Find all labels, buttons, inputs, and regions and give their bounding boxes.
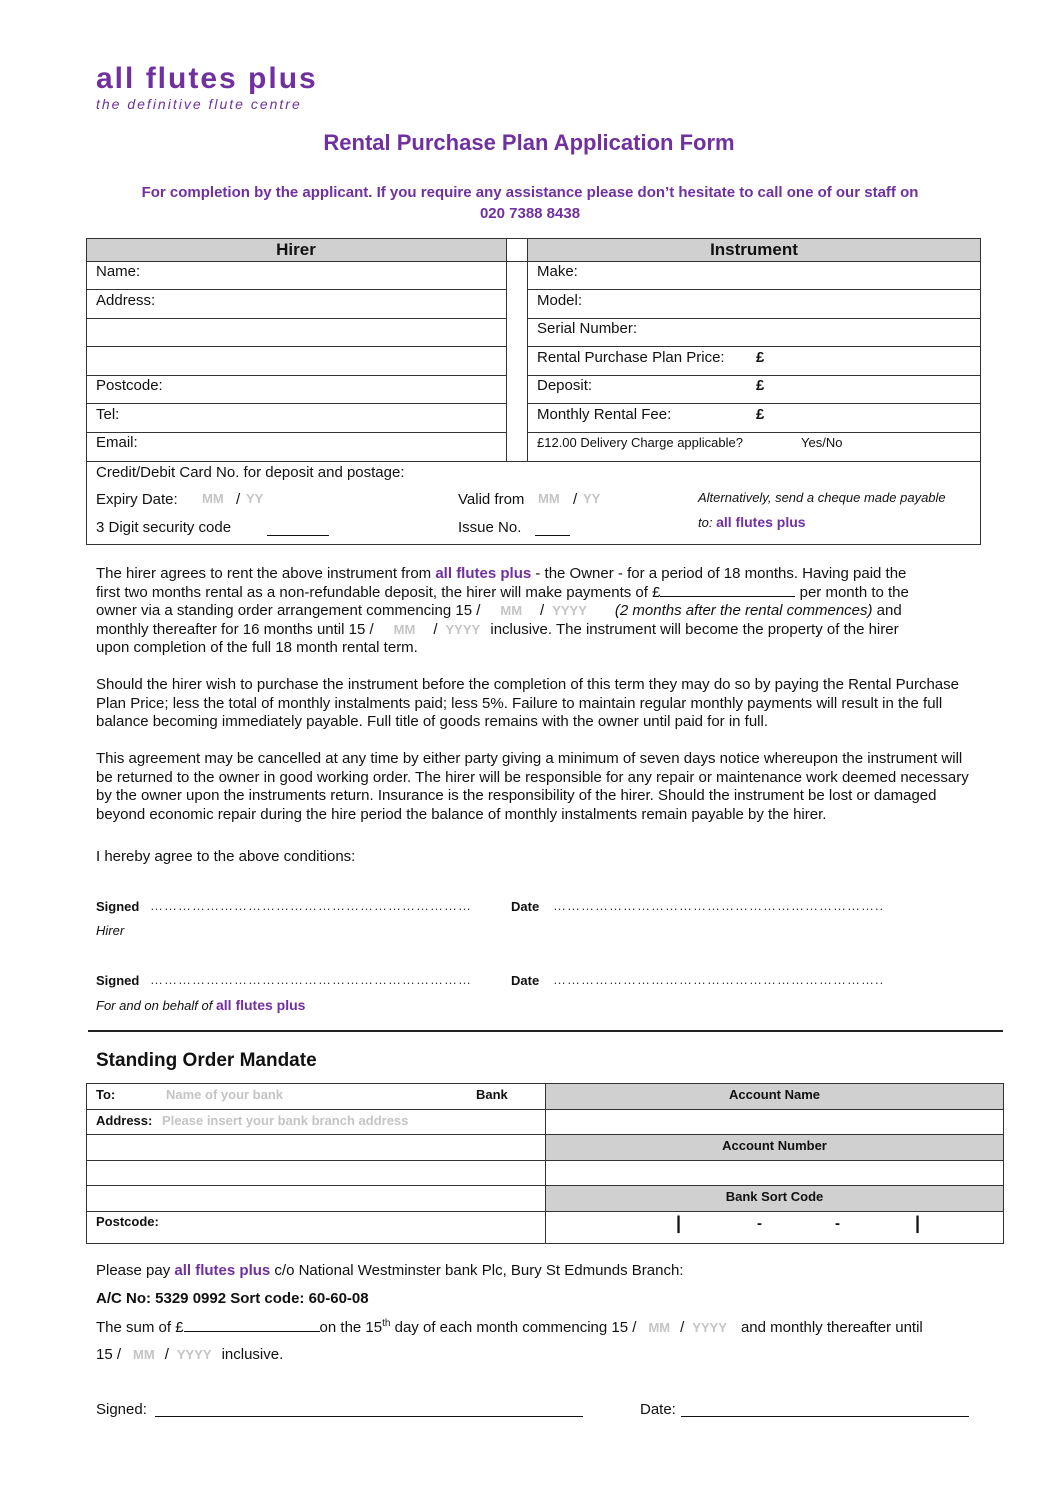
expiry-date-label: Expiry Date: (96, 491, 178, 508)
please-pay-brand: all flutes plus (174, 1262, 271, 1279)
hirer-postcode-field[interactable]: Postcode: (96, 377, 163, 394)
cheque-note: Alternatively, send a cheque made payable (698, 490, 946, 505)
issue-no-label: Issue No. (458, 519, 522, 536)
please-pay-bank: c/o National Westminster bank Plc, Bury St Edmunds Branch: (270, 1262, 684, 1279)
sum-yyyy[interactable]: YYYY (692, 1320, 727, 1335)
until-prefix: 15 / (96, 1346, 122, 1363)
rental-price-field[interactable]: Rental Purchase Plan Price: (537, 349, 725, 366)
p1-line4-end: inclusive. The instrument will become the property of the hirer (486, 620, 899, 638)
behalf-brand: all flutes plus (215, 997, 306, 1013)
security-code-label: 3 Digit security code (96, 519, 232, 536)
hirer-address-field[interactable]: Address: (96, 292, 156, 309)
account-details-line: A/C No: 5329 0992 Sort code: 60-60-08 (96, 1290, 369, 1307)
delivery-yes-no[interactable]: Yes/No (801, 435, 843, 450)
commence-yyyy[interactable]: YYYY (552, 603, 587, 618)
sum-on-the: on the 15 (319, 1319, 383, 1336)
mandate-title: Standing Order Mandate (96, 1050, 317, 1071)
expiry-slash: / (236, 491, 241, 508)
cheque-brand: all flutes plus (716, 514, 806, 530)
delivery-charge-label: £12.00 Delivery Charge applicable? (537, 435, 743, 450)
please-pay-text: Please pay (96, 1262, 175, 1279)
security-code-input[interactable] (267, 520, 329, 536)
hirer-instrument-table (86, 238, 981, 545)
hirer-date-line[interactable]: …………………………………………………………….. (553, 898, 885, 913)
hirer-name-field[interactable]: Name: (96, 263, 141, 280)
sum-line: The sum of £ on the 15th day of each month commencing 15 / MM / YYYY and monthly thereafter until (96, 1318, 923, 1336)
monthly-fee-pound: £ (756, 406, 765, 423)
p1-line3-end: and (872, 602, 902, 619)
bank-address-line-2[interactable] (86, 1135, 545, 1160)
bank-address-line-3[interactable] (86, 1161, 545, 1185)
sort-code-input[interactable] (686, 1213, 911, 1241)
owner-signed-label: Signed (96, 973, 140, 988)
mandate-postcode-label: Postcode: (96, 1214, 159, 1229)
deposit-field[interactable]: Deposit: (537, 377, 593, 394)
hirer-caption: Hirer (96, 923, 125, 938)
instrument-make-field[interactable]: Make: (537, 263, 578, 280)
final-signed-label: Signed: (96, 1401, 147, 1418)
p1-text-a: The hirer agrees to rent the above instrument from (96, 565, 436, 582)
sort-code-bar-left: | (676, 1213, 682, 1233)
monthly-fee-field[interactable]: Monthly Rental Fee: (537, 406, 672, 423)
sum-commencing: day of each month commencing 15 / (390, 1319, 637, 1336)
intro-line-1: For completion by the applicant. If you require any assistance please don’t hesitate to call one of our staff on (141, 184, 919, 201)
p1-line2: first two months rental as a non-refundable deposit, the hirer will make payments of £ (96, 583, 661, 601)
bank-address-input[interactable]: Please insert your bank branch address (162, 1113, 409, 1128)
until-line: 15 / MM / YYYY inclusive. (96, 1346, 284, 1363)
until-inclusive: inclusive. (221, 1346, 284, 1363)
instrument-model-field[interactable]: Model: (537, 292, 583, 309)
owner-date-line[interactable]: …………………………………………………………….. (553, 972, 885, 987)
mandate-to-label: To: (96, 1087, 116, 1102)
hirer-header: Hirer (276, 240, 316, 259)
card-number-label[interactable]: Credit/Debit Card No. for deposit and postage: (96, 464, 405, 481)
terms-paragraph-3: This agreement may be cancelled at any time by either party giving a minimum of seven days notice whereupon the instrument will be returned to the owner in good working order. The hirer will be responsible for any repair or maintenance work deemed necessary by the owner upon the instruments return. Insurance is the responsibility of the hirer. Should the instrument be lost or damaged beyond economic repair during the hire period the balance of monthly instalments remain payable by the hirer. (96, 750, 969, 823)
p1-text-b: - the Owner - for a period of 18 months. Having paid the (531, 565, 907, 582)
mandate-table (86, 1083, 1004, 1244)
account-number-header: Account Number (722, 1138, 827, 1153)
sum-th: th (382, 1318, 391, 1329)
brand-logo: all flutes plus (96, 62, 318, 95)
owner-caption (96, 997, 305, 1013)
p1-line3-note: (2 months after the rental commences) (614, 602, 873, 619)
mandate-bank-label: Bank (476, 1087, 508, 1102)
form-title: Rental Purchase Plan Application Form (323, 130, 735, 155)
hirer-signed-label: Signed (96, 899, 140, 914)
hirer-signature-line[interactable]: …………………………………………………………… (150, 898, 472, 913)
account-name-input[interactable] (546, 1110, 1004, 1134)
hirer-email-field[interactable]: Email: (96, 434, 138, 451)
sum-amount-input[interactable] (184, 1331, 320, 1332)
terms-paragraph-1: The hirer agrees to rent the above instrument from all flutes plus - the Owner - for a period of 18 months. Having paid the first two months rental as a non-refundable deposit, the hirer will make payments of £ per month to the owner via a standing order arrangement commencing 15 / MM / YYYY (2 months after the rental commences) and monthly thereafter for 16 months until 15 / MM / YYYY inclusive. The instrument will become the property of the hirer upon completion of the full 18 month rental term. (96, 565, 976, 658)
section-divider (88, 1030, 1003, 1032)
intro-text (100, 182, 960, 224)
intro-phone: 020 7388 8438 (479, 205, 581, 222)
sort-code-sep-2: - (835, 1215, 840, 1232)
owner-date-label: Date (511, 973, 540, 988)
p1-line5: upon completion of the full 18 month rental term. (96, 639, 418, 656)
sum-thereafter: and monthly thereafter until (740, 1319, 923, 1336)
until-yyyy-2[interactable]: YYYY (176, 1347, 212, 1362)
cheque-to-label: to: (698, 515, 713, 530)
p1-line2-end: per month to the (795, 583, 909, 601)
hirer-address-line-3[interactable] (86, 347, 506, 375)
until-yyyy[interactable]: YYYY (445, 621, 481, 637)
valid-from-mm[interactable]: MM (538, 491, 560, 506)
p1-brand: all flutes plus (435, 565, 532, 582)
cheque-to (698, 514, 806, 530)
commence-mm[interactable]: MM (500, 603, 523, 618)
monthly-payment-input[interactable] (660, 596, 795, 597)
owner-signature-line[interactable]: …………………………………………………………… (150, 972, 472, 987)
hirer-tel-field[interactable]: Tel: (96, 406, 120, 423)
final-date-line[interactable] (681, 1416, 969, 1417)
until-mm-2[interactable]: MM (133, 1347, 155, 1362)
hirer-address-line-2[interactable] (86, 319, 506, 346)
brand-tagline: the definitive flute centre (96, 96, 302, 112)
expiry-mm[interactable]: MM (202, 491, 224, 506)
issue-no-input[interactable] (535, 520, 570, 536)
sort-code-bar-right: | (915, 1213, 921, 1233)
valid-from-slash: / (573, 491, 578, 508)
bank-name-input[interactable]: Name of your bank (166, 1087, 284, 1102)
rental-price-pound: £ (756, 349, 765, 366)
agree-statement: I hereby agree to the above conditions: (96, 848, 356, 865)
account-number-input[interactable] (546, 1161, 1004, 1185)
sort-code-sep-1: - (757, 1215, 762, 1232)
valid-from-yy[interactable]: YY (583, 491, 601, 506)
instrument-header: Instrument (710, 240, 798, 259)
please-pay-line (96, 1262, 683, 1279)
sum-label: The sum of £ (96, 1319, 184, 1336)
instrument-serial-field[interactable]: Serial Number: (537, 320, 638, 337)
account-name-header: Account Name (728, 1087, 821, 1102)
mandate-address-label: Address: (96, 1113, 153, 1128)
hirer-date-label: Date (511, 899, 540, 914)
final-date-label: Date: (640, 1401, 676, 1418)
deposit-pound: £ (756, 377, 765, 394)
sum-mm[interactable]: MM (648, 1320, 671, 1335)
expiry-yy[interactable]: YY (246, 491, 264, 506)
final-signature-line[interactable] (155, 1416, 583, 1417)
sort-code-header: Bank Sort Code (725, 1189, 824, 1204)
p1-line3: owner via a standing order arrangement commencing 15 / (96, 602, 481, 619)
valid-from-label: Valid from (458, 491, 525, 508)
behalf-text: For and on behalf of (96, 998, 216, 1013)
until-mm[interactable]: MM (393, 621, 416, 637)
p1-line4: monthly thereafter for 16 months until 15 / (96, 620, 374, 638)
terms-paragraph-2: Should the hirer wish to purchase the instrument before the completion of this term they may do so by paying the Rental Purchase Plan Price; less the total of monthly instalments paid; less 5%. Failure to maintain regular monthly payments will result in the full balance becoming immediately payable. Full title of goods remains with the owner until paid for in full. (96, 676, 959, 730)
